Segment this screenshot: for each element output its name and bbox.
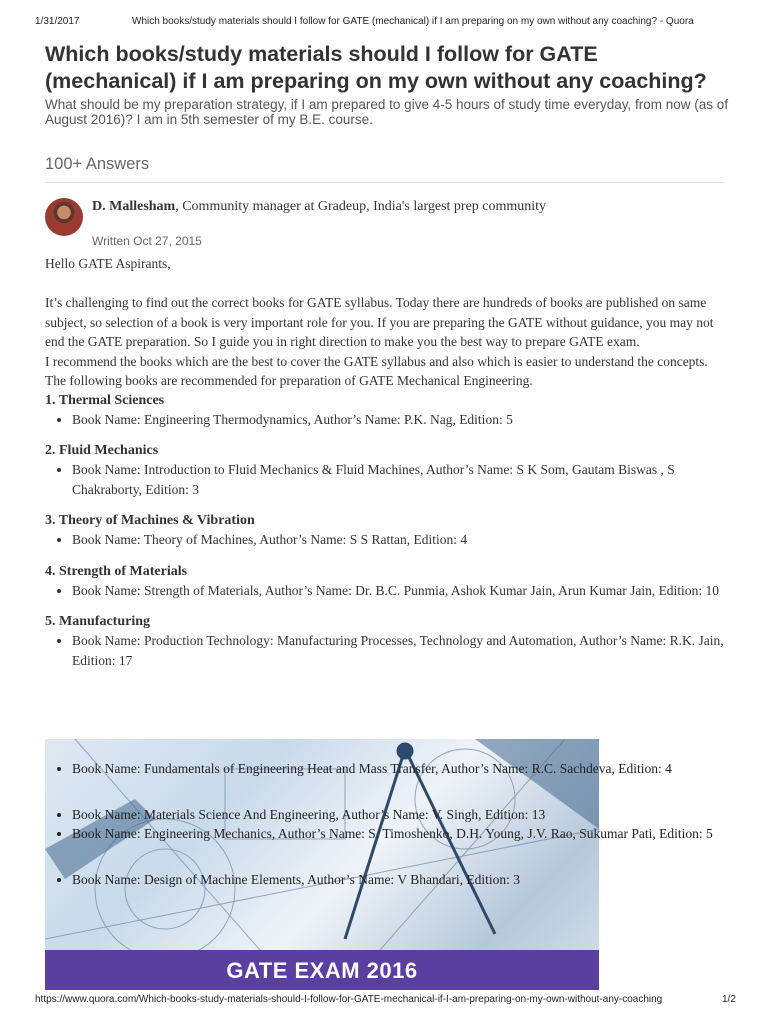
book-item: • Book Name: Introduction to Fluid Mechanics & Fluid Machines, Author’s Name: S K Som, Gautam Biswas , S Chakraborty, Edition: 3: [72, 460, 725, 499]
answer-paragraph: It’s challenging to find out the correct books for GATE syllabus. Today there are hundreds of books are published on same subject, so selection of a book is very important role for you. If you are preparing the GATE without guidance, you may not end the GATE preparation. So I guide you in right direction to make you the best way to prepare GATE exam.: [45, 295, 714, 349]
page-url: https://www.quora.com/Which-books-study-materials-should-I-follow-for-GATE-mechanical-if-I-am-preparing-on-my-own-without-any-coaching: [35, 994, 663, 1005]
answer-body: [45, 254, 725, 682]
book-item: • Book Name: Materials Science And Engineering, Author’s Name: V. Singh, Edition: 13: [72, 805, 725, 825]
page-number: 1/2: [722, 994, 736, 1005]
question-details: What should be my preparation strategy, if I am prepared to give 4-5 hours of study time everyday, from now (as of August 2016)? I am in 5th semester of my B.E. course.: [45, 97, 729, 127]
author-line: [92, 198, 562, 215]
print-page-title: Which books/study materials should I follow for GATE (mechanical) if I am preparing on my own without any coaching? - Quora: [132, 16, 694, 27]
overlay-book-list: [45, 759, 725, 889]
book-list: [45, 410, 725, 430]
book-item: • Book Name: Engineering Mechanics, Author’s Name: S. Timoshenko, D.H. Young, J.V. Rao, Sukumar Pati, Edition: 5: [72, 824, 725, 844]
section-heading: 4. Strength of Materials: [45, 563, 188, 579]
book-list: [45, 631, 725, 670]
book-item: • Book Name: Design of Machine Elements, Author’s Name: V Bhandari, Edition: 3: [72, 870, 725, 890]
book-item: • Book Name: Production Technology: Manufacturing Processes, Technology and Automation, Author’s Name: R.K. Jain, Edition: 17: [72, 631, 725, 670]
paragraph-gap: [45, 274, 725, 294]
answers-count[interactable]: 100+ Answers: [45, 155, 150, 173]
book-item: • Book Name: Fundamentals of Engineering Heat and Mass Transfer, Author’s Name: R.C. Sachdeva, Edition: 4: [72, 759, 725, 779]
author-credential: , Community manager at Gradeup, India's largest prep community: [175, 199, 547, 214]
print-header: [0, 14, 768, 30]
divider: [45, 182, 725, 183]
book-list: [45, 530, 725, 550]
book-item: • Book Name: Engineering Thermodynamics, Author’s Name: P.K. Nag, Edition: 5: [72, 410, 725, 430]
book-item: • Book Name: Strength of Materials, Author’s Name: Dr. B.C. Punmia, Ashok Kumar Jain, Arun Kumar Jain, Edition: 10: [72, 581, 725, 601]
written-date[interactable]: Written Oct 27, 2015: [92, 234, 202, 248]
author-name[interactable]: D. Mallesham: [92, 199, 176, 214]
banner-title: GATE EXAM 2016: [226, 958, 418, 983]
section-heading: 5. Manufacturing: [45, 614, 150, 629]
book-list: [45, 581, 725, 601]
answer-greeting: Hello GATE Aspirants,: [45, 256, 171, 271]
print-date: 1/31/2017: [35, 16, 80, 27]
avatar[interactable]: [45, 198, 83, 236]
section-heading: 3. Theory of Machines & Vibration: [45, 513, 255, 528]
answer-paragraph: The following books are recommended for preparation of GATE Mechanical Engineering.: [45, 373, 533, 388]
book-item: • Book Name: Theory of Machines, Author’s Name: S S Rattan, Edition: 4: [72, 530, 725, 550]
answer-paragraph: I recommend the books which are the best to cover the GATE syllabus and also which is easier to understand the concepts.: [45, 353, 708, 369]
section-heading: 1. Thermal Sciences: [45, 392, 165, 408]
question-title[interactable]: Which books/study materials should I follow for GATE (mechanical) if I am preparing on my own without any coaching?: [45, 42, 707, 93]
section-heading: 2. Fluid Mechanics: [45, 443, 159, 458]
book-list: [45, 460, 725, 499]
